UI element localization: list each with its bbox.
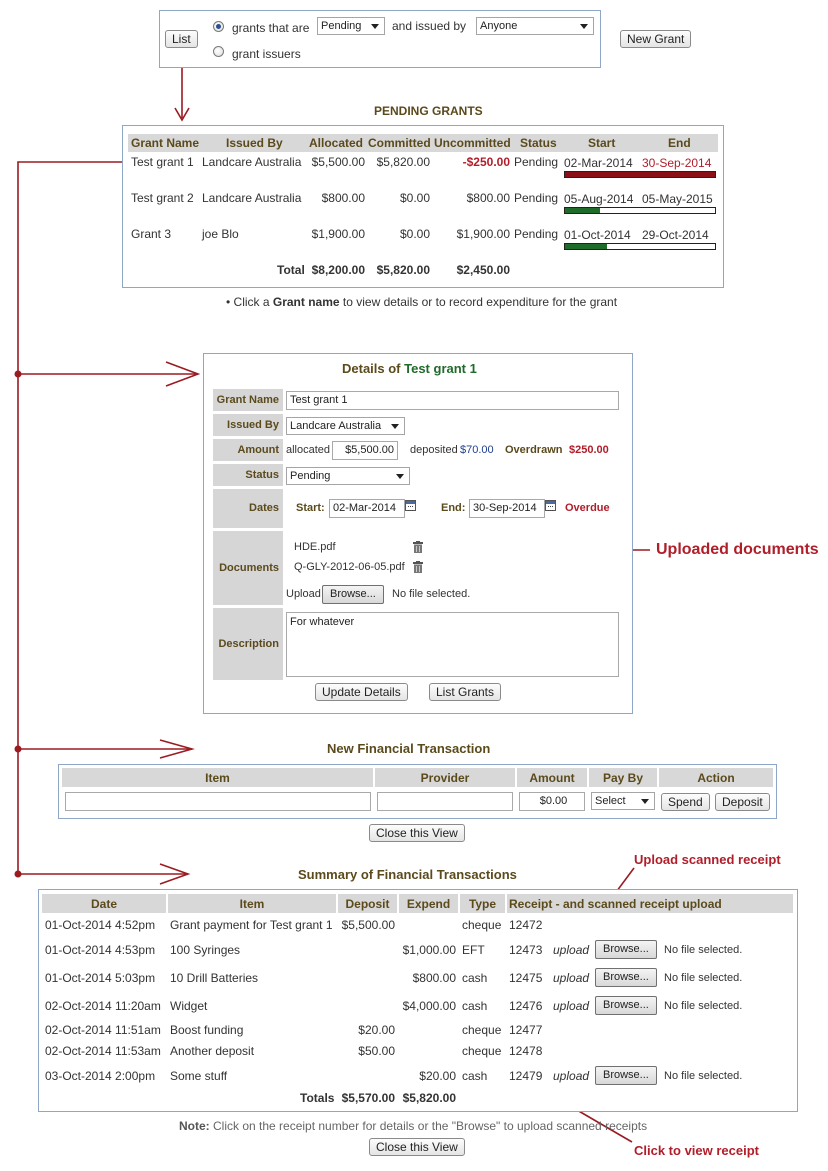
grant-issuers-radio-label: grant issuers — [232, 47, 301, 61]
grant-start: 01-Oct-2014 — [564, 228, 631, 242]
chevron-down-icon — [580, 24, 588, 29]
receipt-number-link[interactable]: 12472 — [509, 918, 543, 932]
pending-total-uncommitted: $2,450.00 — [456, 263, 510, 277]
col-amount: Amount — [529, 771, 575, 785]
description-textarea[interactable]: For whatever — [286, 612, 619, 677]
col-committed: Committed — [368, 136, 431, 150]
tx-type: EFT — [462, 943, 485, 957]
note-bold: Note: — [179, 1119, 210, 1133]
grant-allocated: $5,500.00 — [311, 155, 365, 169]
col-uncommitted: Uncommitted — [434, 136, 511, 150]
col-status: Status — [520, 136, 557, 150]
start-date-input[interactable]: 02-Mar-2014 — [329, 499, 405, 518]
calendar-icon[interactable] — [405, 500, 416, 511]
issued-by-value: Landcare Australia — [290, 420, 382, 432]
receipt-number-link[interactable]: 12475 — [509, 971, 543, 985]
grant-allocated: $800.00 — [321, 191, 365, 205]
summary-total-expend: $5,820.00 — [402, 1091, 456, 1105]
grant-progress-fill — [565, 172, 715, 177]
browse-receipt-button[interactable]: Browse... — [595, 968, 657, 987]
receipt-no-file: No file selected. — [664, 1070, 743, 1082]
receipt-number-link[interactable]: 12476 — [509, 999, 543, 1013]
col-grant-name: Grant Name — [131, 136, 200, 150]
receipt-number-link[interactable]: 12479 — [509, 1069, 543, 1083]
receipt-number-link[interactable]: 12478 — [509, 1044, 543, 1058]
pay-by-value: Select — [595, 795, 626, 807]
label-description: Description — [213, 608, 283, 680]
hint-bold: Grant name — [272, 295, 340, 309]
pending-total-committed: $5,820.00 — [376, 263, 430, 277]
start-label: Start: — [296, 502, 325, 514]
deposit-button[interactable]: Deposit — [715, 793, 770, 811]
receipt-upload-label: upload — [553, 1069, 590, 1083]
col-type: Type — [468, 897, 497, 911]
tx-item: Widget — [170, 999, 208, 1013]
tx-date: 02-Oct-2014 11:20am — [45, 999, 161, 1013]
grant-committed: $0.00 — [399, 191, 430, 205]
callout-click-to-view-receipt: Click to view receipt — [634, 1143, 759, 1158]
tx-item: Some stuff — [170, 1069, 228, 1083]
tx-item: Grant payment for Test grant 1 — [170, 918, 333, 932]
grant-name-input[interactable]: Test grant 1 — [286, 391, 619, 410]
list-grants-button[interactable]: List Grants — [429, 683, 501, 701]
tx-date: 01-Oct-2014 4:53pm — [45, 943, 156, 957]
pay-by-select[interactable] — [591, 792, 655, 810]
browse-receipt-button[interactable]: Browse... — [595, 996, 657, 1015]
issuer-filter-value: Anyone — [480, 20, 518, 32]
tx-expend: $800.00 — [412, 971, 456, 985]
label-dates: Dates — [213, 489, 283, 528]
upload-label: Upload — [286, 588, 321, 600]
trash-icon[interactable] — [413, 561, 423, 573]
document-no-file: No file selected. — [392, 588, 471, 600]
col-date: Date — [90, 897, 117, 911]
summary-total-deposit: $5,570.00 — [341, 1091, 395, 1105]
chevron-down-icon — [641, 799, 649, 804]
chevron-down-icon — [396, 474, 404, 479]
overdrawn-label: Overdrawn — [505, 444, 563, 456]
tx-date: 02-Oct-2014 11:51am — [45, 1023, 161, 1037]
receipt-upload-label: upload — [553, 943, 590, 957]
label-grant-name: Grant Name — [213, 389, 283, 411]
allocated-input[interactable]: $5,500.00 — [332, 441, 398, 460]
grant-allocated: $1,900.00 — [311, 227, 365, 241]
new-transaction-title: New Financial Transaction — [327, 741, 491, 756]
overdue-label: Overdue — [565, 502, 610, 514]
tx-expend: $4,000.00 — [402, 999, 456, 1013]
col-item: Item — [239, 897, 265, 911]
label-issued-by: Issued By — [213, 414, 283, 436]
col-deposit: Deposit — [345, 897, 390, 911]
note-text: Click on the receipt number for details or the "Browse" to upload scanned receipts — [209, 1119, 648, 1133]
tx-date: 01-Oct-2014 4:52pm — [45, 918, 156, 932]
tx-item: Boost funding — [170, 1023, 244, 1037]
receipt-no-file: No file selected. — [664, 1000, 743, 1012]
spend-button[interactable]: Spend — [661, 793, 710, 811]
receipt-number-link[interactable]: 12477 — [509, 1023, 543, 1037]
grant-uncommitted: $1,900.00 — [456, 227, 510, 241]
document-link[interactable]: HDE.pdf — [294, 541, 336, 553]
tx-type: cheque — [462, 1044, 502, 1058]
tx-expend: $20.00 — [419, 1069, 456, 1083]
summary-totals-label: Totals — [300, 1091, 335, 1105]
col-item: Item — [205, 771, 230, 785]
col-issued-by: Issued By — [226, 136, 283, 150]
allocated-label: allocated — [286, 444, 331, 456]
deposited-value: $70.00 — [460, 444, 494, 456]
grant-issuers-radio[interactable] — [213, 46, 224, 57]
status-filter-value: Pending — [321, 20, 362, 32]
col-allocated: Allocated — [309, 136, 364, 150]
summary-title: Summary of Financial Transactions — [298, 867, 517, 882]
tx-type: cash — [462, 971, 488, 985]
update-details-button[interactable]: Update Details — [315, 683, 408, 701]
chevron-down-icon — [391, 424, 399, 429]
grant-committed: $0.00 — [399, 227, 430, 241]
grant-status: Pending — [514, 155, 559, 169]
receipt-upload-label: upload — [553, 999, 590, 1013]
label-status: Status — [213, 464, 283, 486]
col-action: Action — [697, 771, 735, 785]
summary-note — [179, 1119, 647, 1133]
tx-type: cash — [462, 999, 488, 1013]
grants-status-radio-label: grants that are — [232, 21, 310, 35]
grant-progress-bar — [564, 243, 716, 250]
hint-suffix: to view details or to record expenditure for the grant — [339, 295, 618, 309]
grant-progress-bar — [564, 171, 716, 178]
pending-grants-title: PENDING GRANTS — [374, 104, 483, 118]
grant-end: 05-May-2015 — [642, 192, 713, 206]
receipt-no-file: No file selected. — [664, 972, 743, 984]
details-title-prefix: Details of — [342, 361, 405, 376]
receipt-no-file: No file selected. — [664, 944, 743, 956]
grant-uncommitted: $800.00 — [466, 191, 510, 205]
document-link[interactable]: Q-GLY-2012-06-05.pdf — [294, 561, 405, 573]
grant-progress-fill — [565, 244, 607, 249]
tx-expend: $1,000.00 — [402, 943, 456, 957]
provider-input[interactable] — [377, 792, 513, 811]
label-amount: Amount — [213, 439, 283, 461]
status-select-value: Pending — [290, 470, 331, 482]
tx-deposit: $20.00 — [358, 1023, 395, 1037]
tx-date: 02-Oct-2014 11:53am — [45, 1044, 161, 1058]
col-start: Start — [588, 136, 616, 150]
calendar-icon[interactable] — [545, 500, 556, 511]
col-end: End — [668, 136, 691, 150]
overdrawn-value: $250.00 — [569, 444, 609, 456]
tx-item: 10 Drill Batteries — [170, 971, 259, 985]
grant-status: Pending — [514, 191, 559, 205]
col-provider: Provider — [420, 771, 470, 785]
pending-hint — [226, 295, 617, 309]
status-filter-select[interactable] — [317, 17, 385, 35]
details-title-name: Test grant 1 — [404, 361, 477, 376]
tx-deposit: $5,500.00 — [341, 918, 395, 932]
grant-uncommitted: -$250.00 — [462, 155, 510, 169]
grant-committed: $5,820.00 — [376, 155, 430, 169]
callout-uploaded-documents: Uploaded documents — [656, 541, 819, 558]
tx-deposit: $50.00 — [358, 1044, 395, 1058]
grant-issuer: Landcare Australia — [202, 155, 302, 169]
details-title — [342, 361, 477, 376]
item-input[interactable] — [65, 792, 371, 811]
grant-progress-fill — [565, 208, 600, 213]
amount-input[interactable]: $0.00 — [519, 792, 585, 811]
tx-item: Another deposit — [170, 1044, 255, 1058]
status-select[interactable] — [286, 467, 410, 485]
grant-name-link[interactable]: Grant 3 — [131, 227, 172, 241]
browse-receipt-button[interactable]: Browse... — [595, 940, 657, 959]
grant-start: 02-Mar-2014 — [564, 156, 633, 170]
col-expend: Expend — [406, 897, 451, 911]
list-button[interactable]: List — [165, 30, 198, 48]
deposited-label: deposited — [410, 444, 458, 456]
close-view-button-2[interactable]: Close this View — [369, 1138, 465, 1156]
issued-by-select[interactable] — [286, 417, 405, 435]
issuer-filter-select[interactable] — [476, 17, 594, 35]
grant-name-link[interactable]: Test grant 2 — [131, 191, 194, 205]
trash-icon[interactable] — [413, 541, 423, 553]
pending-total-label: Total — [277, 263, 305, 277]
chevron-down-icon — [371, 24, 379, 29]
new-grant-button[interactable]: New Grant — [620, 30, 691, 48]
grant-progress-bar — [564, 207, 716, 214]
grant-issuer: joe Blo — [202, 227, 239, 241]
grant-name-link[interactable]: Test grant 1 — [131, 155, 194, 169]
close-view-button[interactable]: Close this View — [369, 824, 465, 842]
grant-status: Pending — [514, 227, 559, 241]
callout-upload-scanned-receipt: Upload scanned receipt — [634, 852, 781, 867]
grant-issuer: Landcare Australia — [202, 191, 302, 205]
browse-document-button[interactable]: Browse... — [322, 585, 384, 604]
grant-start: 05-Aug-2014 — [564, 192, 634, 206]
grant-end: 30-Sep-2014 — [642, 156, 712, 170]
end-label: End: — [441, 502, 466, 514]
tx-date: 01-Oct-2014 5:03pm — [45, 971, 156, 985]
issued-by-label: and issued by — [392, 19, 467, 33]
col-receipt: Receipt - and scanned receipt upload — [509, 897, 722, 911]
tx-type: cash — [462, 1069, 488, 1083]
end-date-input[interactable]: 30-Sep-2014 — [469, 499, 545, 518]
label-documents: Documents — [213, 531, 283, 605]
tx-item: 100 Syringes — [170, 943, 241, 957]
tx-type: cheque — [462, 918, 502, 932]
grants-status-radio[interactable] — [213, 21, 224, 32]
grant-end: 29-Oct-2014 — [642, 228, 709, 242]
hint-prefix: • Click a — [226, 295, 273, 309]
col-pay-by: Pay By — [602, 771, 644, 785]
tx-date: 03-Oct-2014 2:00pm — [45, 1069, 156, 1083]
tx-type: cheque — [462, 1023, 502, 1037]
browse-receipt-button[interactable]: Browse... — [595, 1066, 657, 1085]
receipt-number-link[interactable]: 12473 — [509, 943, 543, 957]
receipt-upload-label: upload — [553, 971, 590, 985]
pending-total-allocated: $8,200.00 — [311, 263, 365, 277]
